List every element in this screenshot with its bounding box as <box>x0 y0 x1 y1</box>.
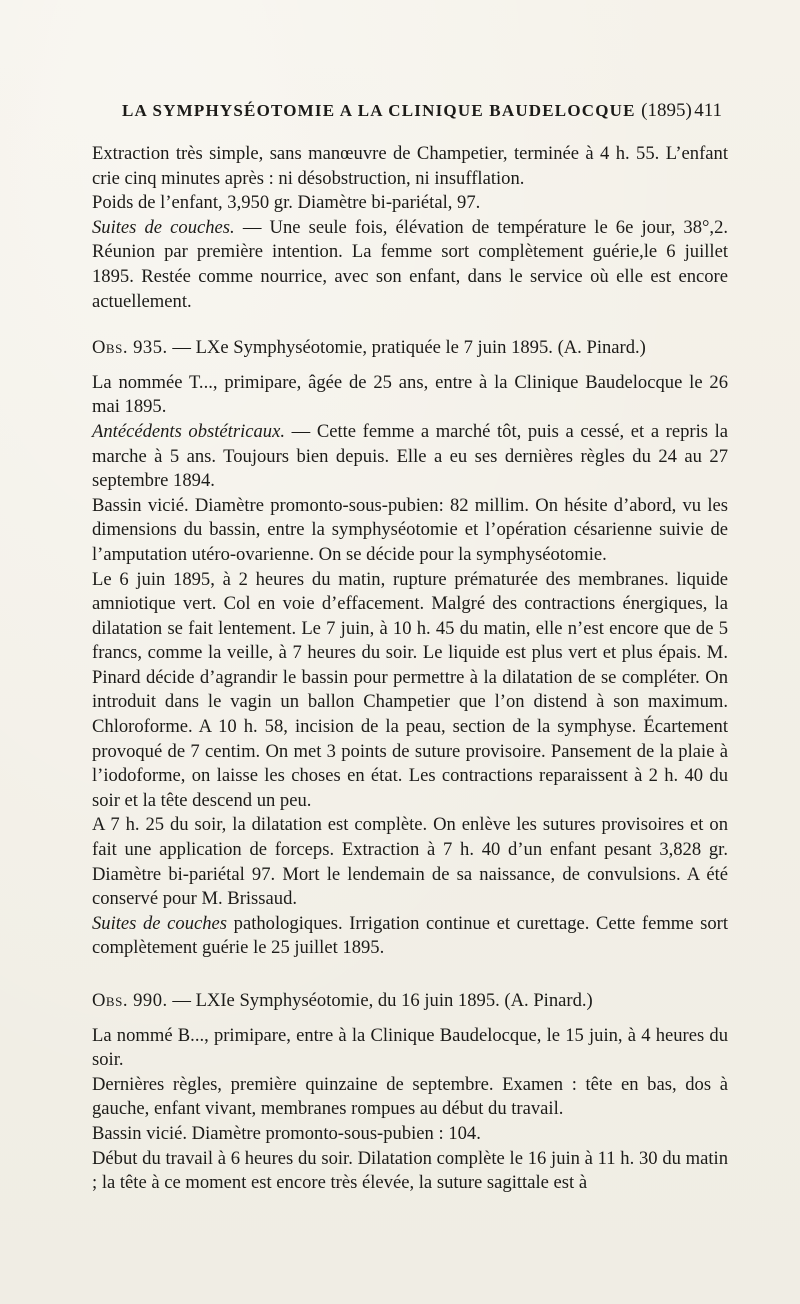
obs-title-935: — LXe Symphyséotomie, pratiquée le 7 juin 1895. (A. Pinard.) <box>172 337 646 359</box>
observation-heading-935 <box>92 336 728 361</box>
observation-heading-990 <box>92 989 728 1014</box>
page-number: 411 <box>694 100 722 121</box>
paragraph-travail: Le 6 juin 1895, à 2 heures du matin, rupture prématurée des membranes. liquide amniotique vert. Col en voie d’effacement. Malgré des contractions énergiques, la dilatation se fait lentement. Le 7 juin, à 10 h. 45 du matin, elle n’est encore que de 5 francs, comme la veille, à 7 heures du soir. Le liquide est plus vert et plus épais. M. Pinard décide d’agrandir le bassin pour permettre à la dilatation de se compléter. On introduit dans le vagin un ballon Champetier que l’on distend à son maximum. Chloroforme. A 10 h. 58, incision de la peau, section de la symphyse. Écartement provoqué de 7 centim. On met 3 points de suture provisoire. Pansement de la plaie à l’iodoforme, on laisse les choses en état. Les contractions reparaissent à 2 h. 40 du soir et la tête descend un peu. <box>92 568 728 811</box>
paragraph-suites-pathologiques <box>92 912 728 961</box>
suites-pathologiques-text: pathologiques. Irrigation continue et curettage. Cette femme sort complètement guérie le 25 juillet 1895. <box>92 912 728 959</box>
obs-label-935: Obs. 935. <box>92 337 168 359</box>
paragraph-patient-b: La nommé B..., primipare, entre à la Clinique Baudelocque, le 15 juin, à 4 heures du soir. <box>92 1024 728 1071</box>
paragraph-dilatation: A 7 h. 25 du soir, la dilatation est complète. On enlève les sutures provisoires et on fait une application de forceps. Extraction à 7 h. 40 d’un enfant pesant 3,828 gr. Diamètre bi-pariétal 97. Mort le lendemain de sa naissance, de convulsions. A été conservé pour M. Brissaud. <box>92 814 728 910</box>
paragraph-antecedents <box>92 420 728 494</box>
obs-title-990: — LXIe Symphyséotomie, du 16 juin 1895. (A. Pinard.) <box>172 990 593 1011</box>
dash: — <box>242 216 270 238</box>
paragraph-weight: Poids de l’enfant, 3,950 gr. Diamètre bi-pariétal, 97. <box>92 192 481 214</box>
paragraph-suites-couches <box>92 216 728 314</box>
paragraph-debut-travail: Début du travail à 6 heures du soir. Dilatation complète le 16 juin à 11 h. 30 du matin ; la tête à ce moment est encore très élevée, la suture sagittale est à <box>92 1147 728 1194</box>
suites-couches-lead: Suites de couches. <box>92 216 235 238</box>
running-title <box>122 100 692 122</box>
suites-couches-lead-2: Suites de couches <box>92 912 228 934</box>
running-header <box>122 100 722 122</box>
running-title-year: (1895) <box>641 100 692 121</box>
obs-label-990: Obs. 990. <box>92 990 168 1011</box>
suites-couches-text: Une seule fois, élévation de température le 6e jour, 38°,2. Réunion par première intention. La femme sort complètement guérie,le 6 juillet 1895. Restée comme nourrice, avec son enfant, dans le service où elle est encore actuellement. <box>92 216 729 312</box>
antecedents-text: Cette femme a marché tôt, puis a cessé, et a repris la marche à 5 ans. Toujours bien depuis. Elle a eu ses dernières règles du 24 au 27 septembre 1894. <box>92 420 729 492</box>
paragraph-patient-t: La nommée T..., primipare, âgée de 25 ans, entre à la Clinique Baudelocque le 26 mai 1895. <box>92 371 728 418</box>
running-title-text: LA SYMPHYSÉOTOMIE A LA CLINIQUE BAUDELOCQUE <box>122 101 636 120</box>
antecedents-lead: Antécédents obstétricaux. <box>92 420 285 442</box>
paragraph-bassin: Bassin vicié. Diamètre promonto-sous-pubien: 82 millim. On hésite d’abord, vu les dimensions du bassin, entre la symphyséotomie et l’opération césarienne suivie de l’amputation utéro-ovarienne. On se décide pour la symphyséotomie. <box>92 494 728 565</box>
paragraph-dernieres-regles: Dernières règles, première quinzaine de septembre. Examen : tête en bas, dos à gauche, enfant vivant, membranes rompues au début du travail. <box>92 1073 728 1120</box>
paragraph-extraction: Extraction très simple, sans manœuvre de Champetier, terminée à 4 h. 55. L’enfant crie cinq minutes après : ni désobstruction, ni insufflation. <box>92 143 728 189</box>
dash: — <box>291 420 317 442</box>
paragraph-bassin-2: Bassin vicié. Diamètre promonto-sous-pubien : 104. <box>92 1122 481 1144</box>
body-text <box>92 142 728 1196</box>
